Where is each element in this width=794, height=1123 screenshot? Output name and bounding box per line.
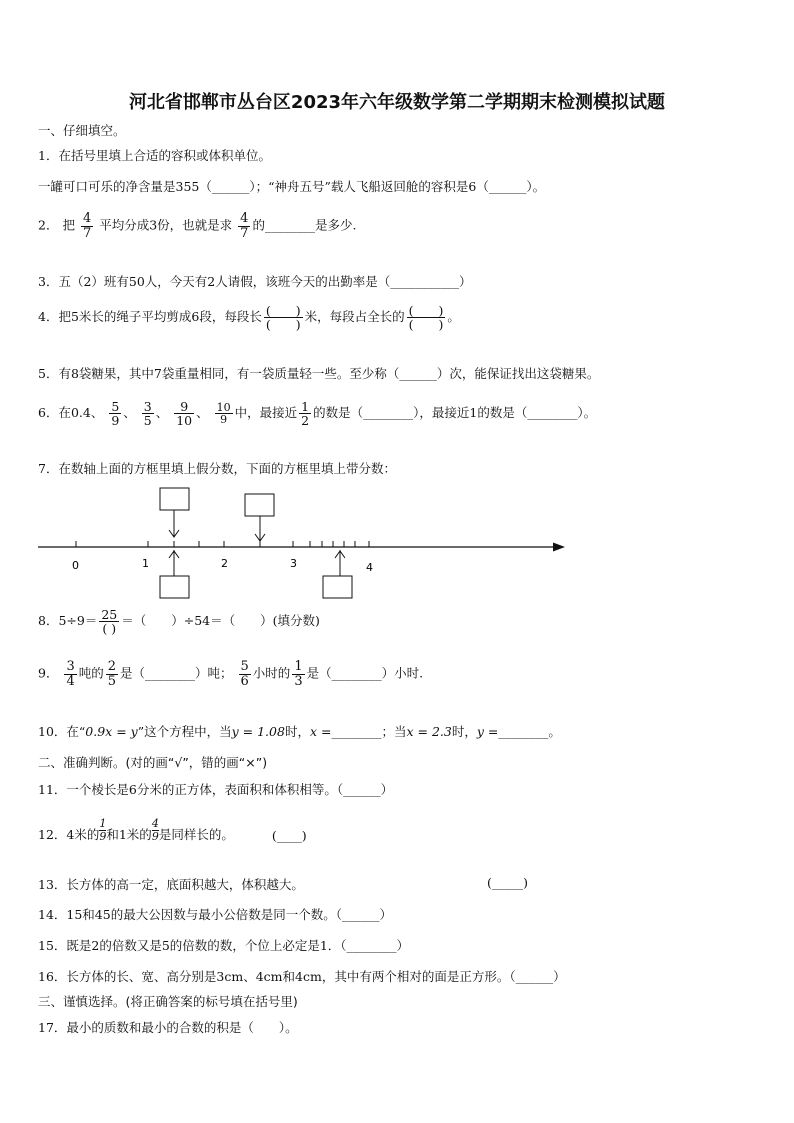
question-7 (38, 459, 396, 477)
upper-answer-box-1[interactable] (160, 488, 189, 510)
question-number: 17． (38, 1020, 67, 1035)
question-text: 4米的 (66, 827, 100, 843)
question-13 (38, 875, 304, 893)
question-text: 中，最接近 (234, 405, 298, 421)
fraction-5-6 (239, 660, 251, 688)
fraction-3-5 (142, 400, 154, 427)
question-number: 7． (38, 461, 59, 476)
numerator: 1 (99, 817, 107, 830)
answer-blank[interactable]: (____) (271, 828, 307, 844)
numerator: 9 (174, 400, 194, 414)
question-text: 是（________）吨； (120, 665, 233, 681)
question-6 (38, 400, 596, 427)
separator: 、 (123, 405, 136, 421)
equation: 0.9x = y (85, 724, 138, 739)
question-5 (38, 364, 599, 382)
question-text: 15和45的最大公因数与最小公倍数是同一个数。（______） (66, 907, 392, 922)
lower-answer-box-1[interactable] (160, 576, 189, 598)
variable: y = (476, 724, 499, 739)
denominator: ( ) (408, 317, 444, 333)
fraction-4-9 (152, 818, 159, 843)
question-text: 有8袋糖果，其中7袋重量相同，有一袋质量轻一些。至少称（______）次，能保证找出这袋糖果。 (58, 366, 600, 381)
denominator: 7 (82, 225, 92, 241)
question-11 (38, 780, 393, 798)
numerator: 3 (143, 399, 152, 414)
page-title: 河北省邯郸市丛台区2023年六年级数学第二学期期末检测模拟试题 (128, 92, 666, 113)
denominator: ( ) (102, 621, 117, 637)
denominator: 9 (151, 830, 159, 844)
question-text: 。 (447, 309, 460, 325)
lower-answer-box-2[interactable] (323, 576, 352, 598)
numerator: ( ) (408, 303, 444, 318)
number-line-figure (0, 480, 794, 610)
tick-label: 0 (72, 559, 79, 572)
question-text: 时， (284, 724, 310, 739)
fraction-9-10 (174, 400, 194, 427)
fraction-25-blank (99, 608, 119, 635)
question-17 (38, 1018, 298, 1036)
question-4 (38, 304, 460, 331)
condition: x = 2.3 (406, 724, 452, 739)
numerator: 4 (151, 817, 159, 830)
question-15 (38, 936, 409, 954)
numerator: 2 (107, 659, 117, 674)
question-3 (38, 272, 472, 290)
question-text: 把5米长的绳子平均剪成6段，每段长 (58, 309, 262, 325)
question-text: 一个棱长是6分米的正方体，表面积和体积相等。（______） (66, 782, 394, 797)
question-number: 11． (38, 782, 67, 797)
denominator: 9 (111, 413, 120, 429)
question-12 (38, 818, 307, 843)
numerator: 4 (82, 211, 92, 226)
question-text: 在0.4、 (58, 405, 104, 421)
fraction-4-7 (81, 212, 93, 240)
question-text: 和1米的 (106, 827, 152, 843)
variable: x = (309, 724, 332, 739)
numerator: 25 (101, 607, 118, 622)
question-text: ＝（ ）÷54＝（ ）(填分数) (121, 613, 320, 629)
question-text: 吨的 (78, 665, 104, 681)
question-number: 16． (38, 969, 67, 984)
tick-label: 3 (290, 557, 297, 570)
denominator: 9 (99, 830, 107, 844)
denominator: 5 (143, 413, 152, 429)
question-text: 在数轴上面的方框里填上假分数，下面的方框里填上带分数： (58, 461, 396, 476)
denominator: 6 (240, 673, 249, 689)
question-number: 8． (38, 613, 59, 629)
numerator: 5 (240, 659, 249, 674)
section-heading-2: 二、准确判断。(对的画“√”，错的画“×”) (38, 755, 268, 770)
numerator: 10 (216, 400, 231, 414)
question-text: 是（________）小时. (306, 665, 424, 681)
number-line-svg (0, 480, 794, 610)
denominator: 3 (294, 673, 303, 689)
question-text: 在“ (66, 724, 86, 739)
denominator: 2 (301, 413, 310, 429)
question-number: 9． (38, 665, 59, 681)
blank-fraction (407, 304, 446, 331)
question-2 (38, 212, 356, 240)
question-number: 2． (38, 217, 59, 233)
fraction-1-3 (292, 660, 304, 688)
question-number: 15． (38, 938, 67, 953)
question-text: 既是2的倍数又是5的倍数的数，个位上必定是1．（________） (66, 938, 410, 953)
fraction-1-9 (99, 818, 106, 843)
numerator: 3 (66, 659, 75, 674)
denominator: 9 (220, 413, 228, 427)
separator: 、 (196, 405, 209, 421)
separator: 、 (155, 405, 169, 421)
question-text: 最小的质数和最小的合数的积是（ ）。 (66, 1020, 298, 1035)
question-number: 10． (38, 724, 67, 739)
question-number: 12． (38, 827, 67, 843)
question-number: 4． (38, 309, 59, 325)
question-10 (38, 722, 561, 740)
question-1 (38, 146, 271, 164)
question-text: ________。 (498, 724, 561, 739)
condition: y = 1.08 (231, 724, 285, 739)
numerator: 1 (301, 399, 310, 414)
question-text: 平均分成3份，也就是求 (99, 217, 233, 233)
question-text: 的________是多少. (252, 217, 357, 233)
denominator: 7 (240, 225, 249, 241)
blank-fraction (264, 304, 303, 331)
question-text: 长方体的长、宽、高分别是3cm、4cm和4cm，其中有两个相对的面是正方形。（______） (66, 969, 566, 984)
arrow-head-icon (553, 543, 565, 552)
question-text: 在括号里填上合适的容积或体积单位。 (58, 148, 271, 163)
tick-marks (76, 541, 369, 547)
question-text: ________；当 (331, 724, 407, 739)
denominator: 5 (107, 673, 117, 689)
question-text: 时， (451, 724, 477, 739)
question-text: 的数是（________），最接近1的数是（________）。 (313, 405, 597, 421)
fraction-5-9 (109, 400, 121, 427)
question-text: 五（2）班有50人，今天有2人请假，该班今天的出勤率是（___________） (58, 274, 472, 289)
numerator: ( ) (265, 303, 301, 318)
denominator: 4 (66, 673, 75, 689)
question-8 (38, 608, 320, 635)
question-text: 米，每段占全长的 (304, 309, 405, 325)
numerator: 5 (111, 399, 120, 414)
answer-blank[interactable]: (_____) (487, 875, 529, 890)
numerator: 4 (240, 211, 249, 226)
question-number: 5． (38, 366, 59, 381)
section-heading-3: 三、谨慎选择。(将正确答案的标号填在括号里) (38, 994, 298, 1009)
fraction-3-4 (64, 660, 76, 688)
question-text: 小时的 (252, 665, 291, 681)
denominator: 10 (176, 413, 193, 429)
question-9 (38, 660, 423, 688)
question-text: 5÷9＝ (58, 613, 98, 629)
question-16 (38, 967, 566, 985)
fraction-2-5 (106, 660, 118, 688)
upper-answer-box-2[interactable] (245, 494, 274, 516)
question-text: 长方体的高一定，底面积越大，体积越大。 (66, 877, 304, 892)
question-number: 14． (38, 907, 67, 922)
fraction-4-7 (238, 212, 250, 240)
fraction-10-9 (215, 402, 233, 426)
question-text: 是同样长的。 (158, 827, 234, 843)
question-text: 把 (62, 217, 75, 233)
question-number: 3． (38, 274, 59, 289)
question-text: ”这个方程中，当 (137, 724, 232, 739)
question-number: 1． (38, 148, 59, 163)
numerator: 1 (294, 659, 303, 674)
tick-label: 2 (221, 557, 228, 570)
question-number: 13． (38, 877, 67, 892)
section-heading-1: 一、仔细填空。 (38, 123, 126, 138)
question-1-line-2: 一罐可口可乐的净含量是355（______）；“神舟五号”载人飞船返回舱的容积是6（______）。 (38, 179, 546, 194)
tick-label: 4 (366, 561, 373, 574)
fraction-1-2 (299, 400, 311, 427)
question-number: 6． (38, 405, 59, 421)
tick-label: 1 (142, 557, 149, 570)
denominator: ( ) (265, 317, 301, 333)
question-14 (38, 905, 392, 923)
